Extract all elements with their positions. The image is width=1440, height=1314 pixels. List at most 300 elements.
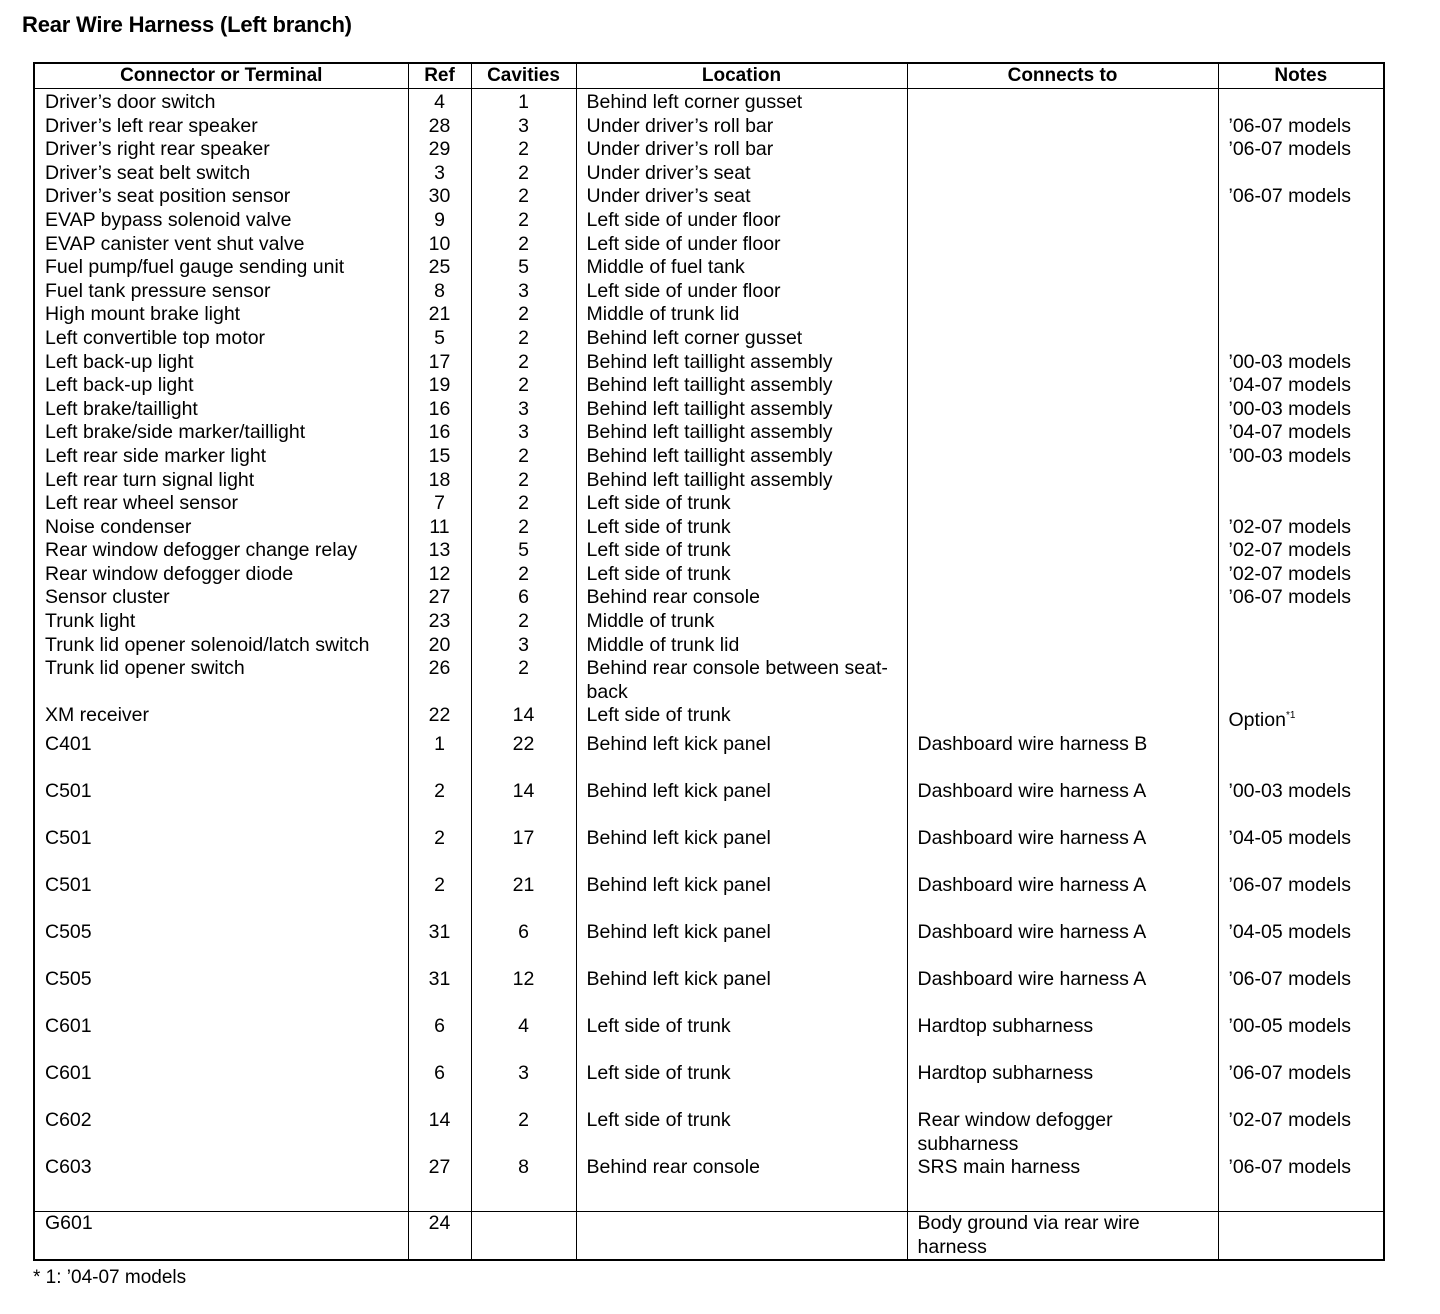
cell-location xyxy=(576,115,907,139)
cell-ref-text: 14 xyxy=(428,1109,451,1132)
cell-connector-text: C601 xyxy=(45,1015,92,1038)
table-row xyxy=(34,1212,1384,1261)
cell-notes xyxy=(1218,209,1384,233)
cell-cavities-text: 6 xyxy=(518,921,529,944)
cell-cavities-text: 2 xyxy=(518,208,529,231)
cell-connects-to-text: Dashboard wire harness A xyxy=(917,968,1147,991)
cell-cavities xyxy=(471,374,576,398)
cell-cavities xyxy=(471,610,576,634)
cell-location xyxy=(576,492,907,516)
cell-ref-text: 3 xyxy=(434,161,445,184)
cell-cavities xyxy=(471,1062,576,1109)
cell-connector-text: C602 xyxy=(45,1109,92,1132)
cell-notes xyxy=(1218,921,1384,968)
cell-notes-text: Option xyxy=(1228,709,1286,732)
cell-ref-text: 2 xyxy=(434,874,445,897)
cell-connects-to xyxy=(907,874,1218,921)
cell-connects-to xyxy=(907,1156,1218,1212)
table-row xyxy=(34,115,1384,139)
cell-connector-text: Left brake/side marker/taillight xyxy=(45,421,306,444)
cell-cavities-text: 2 xyxy=(518,562,529,585)
cell-ref-text: 9 xyxy=(434,208,445,231)
cell-connects-to xyxy=(907,563,1218,587)
cell-connects-to xyxy=(907,610,1218,634)
cell-ref xyxy=(408,492,471,516)
cell-connects-to-text: Dashboard wire harness A xyxy=(917,874,1147,897)
cell-location-text: Left side of under floor xyxy=(586,208,781,231)
cell-notes xyxy=(1218,89,1384,115)
cell-connector-text: Driver’s left rear speaker xyxy=(45,114,258,137)
cell-connector xyxy=(34,1015,408,1062)
cell-notes xyxy=(1218,610,1384,634)
cell-location xyxy=(576,1109,907,1156)
cell-location-text: Behind left kick panel xyxy=(586,921,771,944)
cell-connector-text: C505 xyxy=(45,921,92,944)
table-row xyxy=(34,162,1384,186)
cell-connects-to-text: Dashboard wire harness A xyxy=(917,780,1147,803)
cell-ref xyxy=(408,256,471,280)
cell-cavities xyxy=(471,421,576,445)
cell-cavities-text: 2 xyxy=(518,185,529,208)
cell-ref xyxy=(408,374,471,398)
cell-cavities-text: 2 xyxy=(518,610,529,633)
cell-ref-text: 1 xyxy=(434,733,445,756)
cell-cavities-text: 2 xyxy=(518,232,529,255)
cell-notes xyxy=(1218,539,1384,563)
cell-connector-text: Left convertible top motor xyxy=(45,326,266,349)
cell-connector xyxy=(34,733,408,780)
cell-ref xyxy=(408,539,471,563)
table-row xyxy=(34,610,1384,634)
cell-location xyxy=(576,280,907,304)
cell-location-text: Left side of trunk xyxy=(586,704,731,727)
cell-location-text: Behind left kick panel xyxy=(586,733,771,756)
cell-connector xyxy=(34,233,408,257)
cell-connector xyxy=(34,162,408,186)
cell-ref xyxy=(408,1212,471,1261)
cell-cavities xyxy=(471,398,576,422)
cell-cavities xyxy=(471,1109,576,1156)
cell-connects-to xyxy=(907,280,1218,304)
cell-connector xyxy=(34,138,408,162)
cell-cavities-text: 2 xyxy=(518,161,529,184)
cell-connector xyxy=(34,303,408,327)
cell-ref xyxy=(408,874,471,921)
cell-location xyxy=(576,968,907,1015)
cell-ref xyxy=(408,563,471,587)
cell-connector-text: Trunk light xyxy=(45,610,136,633)
cell-location xyxy=(576,209,907,233)
footnote-marker: *1 xyxy=(1285,710,1296,722)
cell-connector xyxy=(34,398,408,422)
cell-connector xyxy=(34,610,408,634)
table-row xyxy=(34,421,1384,445)
cell-notes xyxy=(1218,233,1384,257)
cell-ref xyxy=(408,610,471,634)
cell-cavities xyxy=(471,657,576,704)
cell-cavities-text: 2 xyxy=(518,1109,529,1132)
cell-ref-text: 13 xyxy=(428,539,451,562)
cell-notes xyxy=(1218,1109,1384,1156)
cell-ref xyxy=(408,780,471,827)
cell-location-text: Middle of trunk lid xyxy=(586,303,740,326)
cell-cavities xyxy=(471,921,576,968)
cell-ref xyxy=(408,827,471,874)
cell-connects-to xyxy=(907,586,1218,610)
cell-notes xyxy=(1218,185,1384,209)
cell-notes-text: ’04-07 models xyxy=(1228,421,1351,444)
cell-location xyxy=(576,185,907,209)
cell-location xyxy=(576,256,907,280)
cell-location xyxy=(576,327,907,351)
cell-location xyxy=(576,233,907,257)
cell-cavities xyxy=(471,1015,576,1062)
cell-location xyxy=(576,827,907,874)
table-row xyxy=(34,374,1384,398)
table-row xyxy=(34,539,1384,563)
cell-connector xyxy=(34,256,408,280)
cell-ref xyxy=(408,280,471,304)
column-header-connects-to: Connects to xyxy=(907,63,1218,89)
cell-ref-text: 6 xyxy=(434,1015,445,1038)
cell-ref-text: 24 xyxy=(428,1212,451,1235)
cell-cavities xyxy=(471,138,576,162)
table-row xyxy=(34,469,1384,493)
cell-connects-to-text: Dashboard wire harness A xyxy=(917,921,1147,944)
cell-connects-to xyxy=(907,704,1218,733)
cell-location-text: Left side of trunk xyxy=(586,1062,731,1085)
cell-cavities-text: 2 xyxy=(518,657,529,680)
cell-notes-text: ’00-03 models xyxy=(1228,350,1351,373)
cell-ref-text: 19 xyxy=(428,374,451,397)
cell-notes-text: ’02-07 models xyxy=(1228,515,1351,538)
cell-ref xyxy=(408,968,471,1015)
cell-connector xyxy=(34,1062,408,1109)
cell-ref-text: 25 xyxy=(428,256,451,279)
cell-ref-text: 5 xyxy=(434,326,445,349)
cell-cavities xyxy=(471,115,576,139)
table-row xyxy=(34,351,1384,375)
cell-cavities-text: 3 xyxy=(518,421,529,444)
cell-ref xyxy=(408,185,471,209)
cell-cavities-text: 2 xyxy=(518,468,529,491)
table-row xyxy=(34,1062,1384,1109)
cell-connector-text: C501 xyxy=(45,780,92,803)
cell-connector-text: Left rear wheel sensor xyxy=(45,492,238,515)
cell-connector-text: Trunk lid opener switch xyxy=(45,657,245,680)
cell-notes xyxy=(1218,303,1384,327)
cell-cavities-text: 1 xyxy=(518,91,529,113)
cell-connector-text: C601 xyxy=(45,1062,92,1085)
cell-notes-text: ’06-07 models xyxy=(1228,1062,1351,1085)
cell-ref-text: 7 xyxy=(434,492,445,515)
cell-notes xyxy=(1218,398,1384,422)
cell-cavities-text: 14 xyxy=(512,704,535,727)
cell-location xyxy=(576,1212,907,1261)
cell-notes-text: ’06-07 models xyxy=(1228,968,1351,991)
cell-location-text: Behind rear console xyxy=(586,1156,760,1179)
cell-location-text: Left side of trunk xyxy=(586,492,731,515)
cell-connects-to xyxy=(907,209,1218,233)
cell-connects-to xyxy=(907,733,1218,780)
cell-ref-text: 27 xyxy=(428,586,451,609)
cell-connector xyxy=(34,657,408,704)
cell-notes-text: ’06-07 models xyxy=(1228,138,1351,161)
cell-cavities-text: 2 xyxy=(518,444,529,467)
cell-cavities-text: 4 xyxy=(518,1015,529,1038)
cell-ref xyxy=(408,89,471,115)
cell-connector-text: High mount brake light xyxy=(45,303,241,326)
cell-notes-text: ’04-07 models xyxy=(1228,374,1351,397)
cell-notes xyxy=(1218,374,1384,398)
cell-ref-text: 15 xyxy=(428,444,451,467)
cell-connector xyxy=(34,374,408,398)
table-row xyxy=(34,516,1384,540)
cell-cavities-text: 3 xyxy=(518,279,529,302)
table-row xyxy=(34,209,1384,233)
cell-cavities-text: 3 xyxy=(518,633,529,656)
cell-location xyxy=(576,469,907,493)
cell-ref-text: 4 xyxy=(434,91,445,113)
cell-ref-text: 18 xyxy=(428,468,451,491)
table-row xyxy=(34,634,1384,658)
cell-ref-text: 31 xyxy=(428,921,451,944)
cell-ref xyxy=(408,421,471,445)
cell-cavities-text: 3 xyxy=(518,1062,529,1085)
cell-notes xyxy=(1218,138,1384,162)
cell-connector xyxy=(34,421,408,445)
cell-ref-text: 20 xyxy=(428,633,451,656)
cell-connects-to xyxy=(907,162,1218,186)
cell-ref-text: 21 xyxy=(428,303,451,326)
cell-location xyxy=(576,421,907,445)
cell-ref-text: 30 xyxy=(428,185,451,208)
cell-notes xyxy=(1218,445,1384,469)
cell-notes xyxy=(1218,162,1384,186)
cell-cavities xyxy=(471,209,576,233)
cell-ref-text: 17 xyxy=(428,350,451,373)
cell-location-text: Under driver’s seat xyxy=(586,185,751,208)
cell-notes xyxy=(1218,469,1384,493)
cell-connector-text: C401 xyxy=(45,733,92,756)
cell-location-text: Under driver’s roll bar xyxy=(586,138,774,161)
cell-notes xyxy=(1218,563,1384,587)
cell-ref xyxy=(408,445,471,469)
table-row xyxy=(34,733,1384,780)
cell-cavities-text: 12 xyxy=(512,968,535,991)
cell-connects-to xyxy=(907,115,1218,139)
cell-connector xyxy=(34,780,408,827)
table-row xyxy=(34,657,1384,704)
cell-notes-text: ’02-07 models xyxy=(1228,562,1351,585)
cell-location xyxy=(576,780,907,827)
cell-ref-text: 2 xyxy=(434,827,445,850)
cell-cavities xyxy=(471,469,576,493)
cell-notes-text: ’04-05 models xyxy=(1228,827,1351,850)
cell-notes xyxy=(1218,516,1384,540)
cell-location-text: Behind left taillight assembly xyxy=(586,397,833,420)
cell-connector-text: Left back-up light xyxy=(45,374,194,397)
cell-connector xyxy=(34,827,408,874)
cell-ref-text: 16 xyxy=(428,421,451,444)
cell-notes xyxy=(1218,256,1384,280)
cell-connector xyxy=(34,516,408,540)
cell-location xyxy=(576,162,907,186)
cell-notes-text: ’00-03 models xyxy=(1228,780,1351,803)
table-row xyxy=(34,492,1384,516)
cell-location-text: Behind left kick panel xyxy=(586,968,771,991)
cell-cavities-text: 22 xyxy=(512,733,535,756)
table-row xyxy=(34,780,1384,827)
cell-connector xyxy=(34,115,408,139)
cell-cavities xyxy=(471,445,576,469)
table-row xyxy=(34,1015,1384,1062)
cell-cavities-text: 14 xyxy=(512,780,535,803)
cell-notes-text: ’06-07 models xyxy=(1228,1156,1351,1179)
harness-table xyxy=(33,62,1385,1261)
cell-connects-to xyxy=(907,256,1218,280)
cell-notes xyxy=(1218,780,1384,827)
cell-cavities-text: 2 xyxy=(518,350,529,373)
cell-cavities xyxy=(471,1156,576,1212)
cell-location xyxy=(576,303,907,327)
cell-location-text: Behind left kick panel xyxy=(586,874,771,897)
cell-notes-text: ’02-07 models xyxy=(1228,539,1351,562)
cell-ref-text: 2 xyxy=(434,780,445,803)
cell-location xyxy=(576,351,907,375)
cell-ref-text: 26 xyxy=(428,657,451,680)
cell-ref xyxy=(408,115,471,139)
cell-cavities xyxy=(471,351,576,375)
cell-cavities xyxy=(471,280,576,304)
cell-connects-to xyxy=(907,1062,1218,1109)
table-row xyxy=(34,280,1384,304)
cell-notes xyxy=(1218,704,1384,733)
cell-ref xyxy=(408,1062,471,1109)
cell-ref-text: 6 xyxy=(434,1062,445,1085)
cell-location-text: Behind left kick panel xyxy=(586,827,771,850)
cell-ref-text: 8 xyxy=(434,279,445,302)
table-row xyxy=(34,874,1384,921)
cell-connector-text: Left brake/taillight xyxy=(45,397,198,420)
cell-cavities xyxy=(471,704,576,733)
cell-location xyxy=(576,586,907,610)
table-row xyxy=(34,921,1384,968)
cell-connector-text: Left rear turn signal light xyxy=(45,468,255,491)
cell-cavities xyxy=(471,634,576,658)
cell-connector-text: Noise condenser xyxy=(45,515,192,538)
cell-ref xyxy=(408,303,471,327)
cell-cavities xyxy=(471,733,576,780)
cell-location xyxy=(576,374,907,398)
cell-connects-to-text: Dashboard wire harness B xyxy=(917,733,1148,756)
cell-connector-text: Rear window defogger change relay xyxy=(45,539,358,562)
cell-connects-to xyxy=(907,185,1218,209)
table-row xyxy=(34,303,1384,327)
cell-connects-to-text: Hardtop subharness xyxy=(917,1062,1094,1085)
cell-notes-text: ’06-07 models xyxy=(1228,185,1351,208)
cell-ref xyxy=(408,327,471,351)
cell-connector xyxy=(34,445,408,469)
cell-connects-to xyxy=(907,233,1218,257)
cell-connector xyxy=(34,634,408,658)
cell-ref-text: 11 xyxy=(429,515,450,538)
cell-cavities xyxy=(471,874,576,921)
cell-location-text: Behind left taillight assembly xyxy=(586,374,833,397)
cell-cavities xyxy=(471,492,576,516)
cell-location-text: Middle of trunk lid xyxy=(586,633,740,656)
cell-cavities xyxy=(471,780,576,827)
cell-location xyxy=(576,921,907,968)
cell-ref xyxy=(408,586,471,610)
cell-cavities-text: 3 xyxy=(518,114,529,137)
cell-connector xyxy=(34,586,408,610)
cell-connector-text: C603 xyxy=(45,1156,92,1179)
cell-notes xyxy=(1218,280,1384,304)
cell-connects-to xyxy=(907,921,1218,968)
footnote: * 1: ’04-07 models xyxy=(33,1267,187,1288)
cell-connector xyxy=(34,968,408,1015)
table-row xyxy=(34,968,1384,1015)
cell-ref xyxy=(408,704,471,733)
cell-location-text: Behind left taillight assembly xyxy=(586,421,833,444)
cell-connector xyxy=(34,185,408,209)
cell-connects-to xyxy=(907,469,1218,493)
cell-notes xyxy=(1218,874,1384,921)
cell-ref xyxy=(408,657,471,704)
cell-notes xyxy=(1218,1156,1384,1212)
table-body xyxy=(34,89,1384,1261)
cell-notes-text: ’02-07 models xyxy=(1228,1109,1351,1132)
table-row xyxy=(34,827,1384,874)
cell-cavities-text: 17 xyxy=(512,827,535,850)
cell-connector-text: Driver’s seat belt switch xyxy=(45,161,251,184)
cell-ref xyxy=(408,1156,471,1212)
cell-connects-to xyxy=(907,634,1218,658)
cell-connector-text: EVAP canister vent shut valve xyxy=(45,232,305,255)
cell-connector-text: Trunk lid opener solenoid/latch switch xyxy=(45,633,370,656)
cell-location xyxy=(576,563,907,587)
cell-notes xyxy=(1218,634,1384,658)
cell-cavities xyxy=(471,968,576,1015)
table-row xyxy=(34,398,1384,422)
cell-connects-to-text: Body ground via rear wire harness xyxy=(917,1212,1140,1258)
cell-cavities-text: 2 xyxy=(518,492,529,515)
cell-cavities xyxy=(471,233,576,257)
cell-cavities xyxy=(471,539,576,563)
cell-ref xyxy=(408,209,471,233)
cell-location xyxy=(576,539,907,563)
cell-connector xyxy=(34,921,408,968)
cell-ref-text: 31 xyxy=(428,968,451,991)
cell-cavities-text: 3 xyxy=(518,397,529,420)
cell-location-text: Under driver’s seat xyxy=(586,161,751,184)
cell-cavities xyxy=(471,162,576,186)
cell-connects-to xyxy=(907,780,1218,827)
cell-ref-text: 28 xyxy=(428,114,451,137)
cell-connects-to xyxy=(907,1109,1218,1156)
cell-location xyxy=(576,610,907,634)
cell-location-text: Behind left corner gusset xyxy=(586,91,803,113)
cell-connector xyxy=(34,469,408,493)
cell-connector-text: EVAP bypass solenoid valve xyxy=(45,208,292,231)
cell-connector xyxy=(34,280,408,304)
cell-location xyxy=(576,445,907,469)
cell-connects-to-text: Rear window defogger subharness xyxy=(917,1109,1113,1155)
cell-connects-to xyxy=(907,445,1218,469)
cell-cavities xyxy=(471,256,576,280)
cell-connector xyxy=(34,874,408,921)
